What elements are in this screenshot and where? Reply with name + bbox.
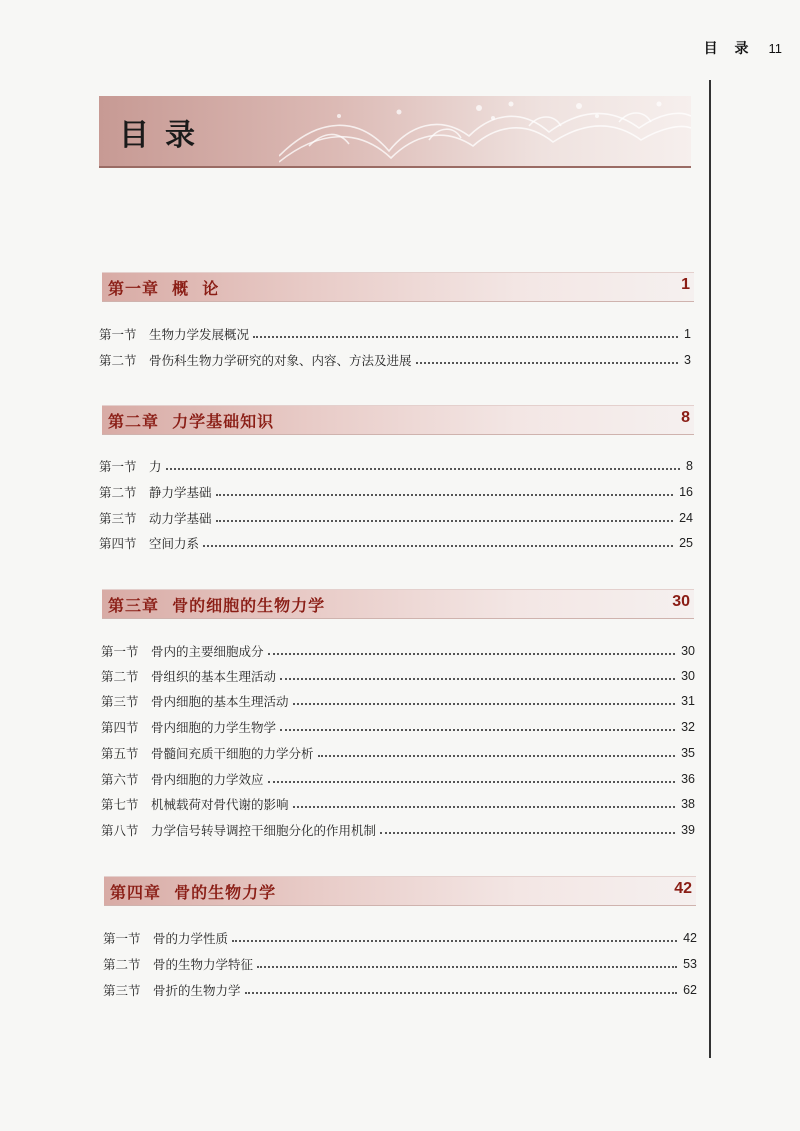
section-title: 骨伤科生物力学研究的对象、内容、方法及进展: [149, 353, 412, 368]
section-title: 骨内细胞的基本生理活动: [151, 694, 289, 709]
toc-entry[interactable]: [101, 795, 695, 813]
page-title: 目录: [119, 118, 211, 153]
chapter-page-number: 1: [681, 276, 690, 293]
section-number: 第一节: [99, 327, 137, 342]
section-title: 骨内细胞的力学生物学: [151, 720, 277, 735]
toc-entry[interactable]: [101, 692, 695, 710]
toc-entry[interactable]: [99, 457, 693, 475]
section-number: 第二节: [101, 669, 139, 684]
chapter-page-number: 42: [674, 880, 692, 897]
chapter-title: 第三章 骨的细胞的生物力学: [108, 596, 326, 615]
section-title: 力: [149, 459, 162, 474]
section-number: 第七节: [101, 797, 139, 812]
section-page-number: 62: [683, 983, 697, 997]
running-head: [704, 38, 782, 58]
dot-leader: [416, 362, 679, 364]
section-page-number: 24: [679, 511, 693, 525]
section-title: 骨内的主要细胞成分: [151, 644, 264, 659]
section-title: 生物力学发展概况: [149, 327, 250, 342]
section-number: 第五节: [101, 746, 139, 761]
dot-leader: [257, 966, 677, 968]
dot-leader: [318, 755, 676, 757]
section-page-number: 30: [681, 669, 695, 683]
section-number: 第一节: [103, 931, 141, 946]
toc-entry[interactable]: [99, 509, 693, 527]
chapter-title: 第四章 骨的生物力学: [110, 883, 277, 902]
section-title: 动力学基础: [149, 511, 212, 526]
section-title: 机械载荷对骨代谢的影响: [151, 797, 289, 812]
section-title: 骨组织的基本生理活动: [151, 669, 277, 684]
section-page-number: 42: [683, 931, 697, 945]
running-head-title: 目 录: [703, 41, 755, 57]
section-page-number: 36: [681, 772, 695, 786]
chapter-title: 第一章 概 论: [108, 279, 220, 298]
chapter-page-number: 8: [681, 409, 690, 426]
section-number: 第一节: [99, 459, 137, 474]
section-number: 第八节: [101, 823, 139, 838]
dot-leader: [232, 940, 677, 942]
section-title: 骨内细胞的力学效应: [151, 772, 264, 787]
toc-entry[interactable]: [99, 351, 691, 369]
section-page-number: 25: [679, 536, 693, 550]
section-page-number: 3: [684, 353, 691, 367]
dot-leader: [203, 545, 673, 547]
section-page-number: 35: [681, 746, 695, 760]
dot-leader: [293, 703, 676, 705]
chapter-heading[interactable]: [104, 876, 696, 906]
section-number: 第四节: [99, 536, 137, 551]
section-page-number: 38: [681, 797, 695, 811]
section-title: 骨的力学性质: [153, 931, 229, 946]
section-title: 空间力系: [149, 536, 200, 551]
dot-leader: [253, 336, 678, 338]
section-page-number: 1: [684, 327, 691, 341]
dot-leader: [166, 468, 681, 470]
chapter-title: 第二章 力学基础知识: [108, 412, 275, 431]
section-title: 力学信号转导调控干细胞分化的作用机制: [151, 823, 377, 838]
toc-entry[interactable]: [101, 770, 695, 788]
section-title: 骨的生物力学特征: [153, 957, 254, 972]
section-number: 第二节: [103, 957, 141, 972]
section-number: 第三节: [103, 983, 141, 998]
chapter-heading[interactable]: [102, 589, 694, 619]
dot-leader: [216, 520, 674, 522]
toc-entry[interactable]: [103, 929, 697, 947]
dot-leader: [380, 832, 675, 834]
toc-entry[interactable]: [103, 955, 697, 973]
dot-leader: [293, 806, 676, 808]
toc-entry[interactable]: [101, 744, 695, 762]
section-number: 第二节: [99, 353, 137, 368]
dot-leader: [268, 653, 676, 655]
section-number: 第一节: [101, 644, 139, 659]
chapter-heading[interactable]: [102, 272, 694, 302]
section-number: 第二节: [99, 485, 137, 500]
toc-banner: [99, 96, 691, 168]
section-number: 第三节: [101, 694, 139, 709]
toc-entry[interactable]: [99, 534, 693, 552]
toc-entry[interactable]: [99, 483, 693, 501]
margin-rule: [709, 80, 711, 1058]
toc-entry[interactable]: [101, 718, 695, 736]
section-page-number: 8: [686, 459, 693, 473]
section-page-number: 30: [681, 644, 695, 658]
section-number: 第三节: [99, 511, 137, 526]
toc-entry[interactable]: [103, 981, 697, 999]
section-title: 静力学基础: [149, 485, 212, 500]
section-title: 骨折的生物力学: [153, 983, 241, 998]
toc-entry[interactable]: [101, 642, 695, 660]
section-page-number: 31: [681, 694, 695, 708]
section-page-number: 53: [683, 957, 697, 971]
section-number: 第六节: [101, 772, 139, 787]
section-number: 第四节: [101, 720, 139, 735]
dot-leader: [245, 992, 678, 994]
chapter-page-number: 30: [672, 593, 690, 610]
dot-leader: [268, 781, 676, 783]
running-head-page-number: 11: [768, 41, 782, 56]
dot-leader: [280, 678, 675, 680]
section-page-number: 39: [681, 823, 695, 837]
toc-entry[interactable]: [101, 821, 695, 839]
wave-ornament-icon: [279, 96, 691, 166]
section-page-number: 32: [681, 720, 695, 734]
dot-leader: [216, 494, 674, 496]
toc-entry[interactable]: [99, 325, 691, 343]
chapter-heading[interactable]: [102, 405, 694, 435]
toc-entry[interactable]: [101, 667, 695, 685]
section-page-number: 16: [679, 485, 693, 499]
section-title: 骨髓间充质干细胞的力学分析: [151, 746, 314, 761]
dot-leader: [280, 729, 675, 731]
